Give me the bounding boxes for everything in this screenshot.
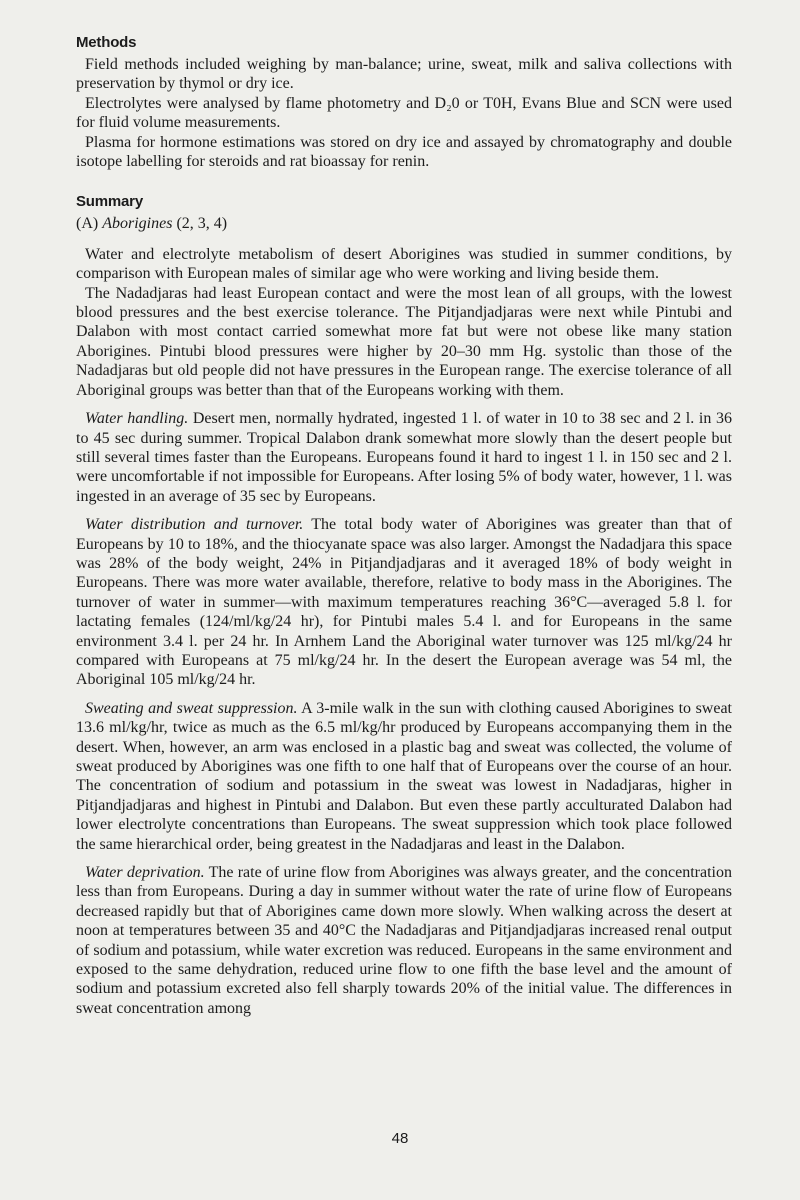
subsection-text: Desert men, normally hydrated, ingested 1 l. of water in 10 to 38 sec and 2 l. in 36 to 45 sec during summer. Tropical Dalabon drank somewhat more slowly than the desert people but still several times faster than the Europeans. Europeans found it hard to ingest 1 l. in 150 sec and 2 l. were uncomfortable if not impossible for Europeans. After losing 5% of body water, however, 1 l. was ingested in an average of 35 sec by Europeans. — [76, 410, 732, 505]
subsection-text: A 3-mile walk in the sun with clothing caused Aborigines to sweat 13.6 ml/kg/hr, twice as much as the 6.5 ml/kg/hr produced by Europeans accompanying them in the desert. When, however, an arm was enclosed in a plastic bag and sweat was collected, the volume of sweat produced by Aborigines was one fifth to one half that of Europeans over the course of an hour. The concentration of sodium and potassium in the sweat was lowest in Nadadjaras, higher in Pitjandjadjaras and highest in Pintubi and Dalabon. But even these partly acculturated Dalabon had lower electrolyte concentrations than Europeans. The sweat suppression which took place followed the same hierarchical order, being greatest in the Nadadjaras and least in the Dalabon. — [76, 699, 732, 853]
subsection-title: Water deprivation. — [85, 864, 205, 882]
subsection-title: Water handling. — [85, 410, 189, 428]
section-label-title: Aborigines — [102, 215, 173, 233]
section-label-refs: (2, 3, 4) — [172, 215, 228, 233]
subsection-water-distribution — [76, 515, 732, 690]
section-label-aborigines — [76, 214, 732, 233]
section-label-prefix: (A) — [76, 215, 103, 233]
subsection-sweating — [76, 699, 732, 854]
methods-paragraph-1: Field methods included weighing by man-balance; urine, sweat, milk and saliva collections with preservation by thymol or dry ice. — [76, 56, 732, 93]
subsection-water-deprivation — [76, 863, 732, 1018]
summary-heading: Summary — [76, 193, 143, 211]
page-number: 48 — [391, 1130, 409, 1147]
methods-heading: Methods — [76, 34, 137, 51]
subsection-text: The total body water of Aborigines was greater than that of Europeans by 10 to 18%, and the thiocyanate space was also larger. Amongst the Nadadjara this space was 28% of the body weight, 24% in Pitjandjadjaras and it averaged 18% of body weight in Europeans. There was more water available, therefore, relative to body mass in the Aborigines. The turnover of water in summer—with maximum temperatures reaching 36°C—averaged 5.8 l. for lactating females (124/ml/kg/24 hr), for Pintubi males 5.4 l. and for Europeans in the same environment 3.4 l. per 24 hr. In Arnhem Land the Aboriginal water turnover was 125 ml/kg/24 hr compared with Europeans at 75 ml/kg/24 hr. In the desert the European average was 54 ml, the Aboriginal 105 ml/kg/24 hr. — [76, 516, 733, 689]
methods-paragraph-3: Plasma for hormone estimations was stored on dry ice and assayed by chromatography and double isotope labelling for steroids and rat bioassay for renin. — [76, 133, 732, 171]
subsection-water-handling — [76, 409, 732, 506]
subsection-text: The rate of urine flow from Aborigines was always greater, and the concentration less than from Europeans. During a day in summer without water the rate of urine flow of Europeans decreased rapidly but that of Aborigines came down more slowly. When walking across the desert at noon at temperatures between 35 and 40°C the Nadadjaras and Pitjandjadjaras increased renal output of sodium and potassium, while water excretion was reduced. Europeans in the same environment and exposed to the same dehydration, reduced urine flow to one fifth the base level and the amount of sodium and potassium excreted also fell sharply towards 20% of the initial value. The differences in sweat concentration among — [76, 864, 732, 1017]
methods-paragraph-2: Electrolytes were analysed by flame photometry and D₂0 or T0H, Evans Blue and SCN were used for fluid volume measurements. — [76, 94, 732, 132]
subsection-title: Sweating and sweat suppression. — [85, 699, 298, 717]
summary-intro-paragraph-1: Water and electrolyte metabolism of desert Aborigines was studied in summer conditions, by comparison with European males of similar age who were working and living beside them. — [76, 245, 732, 283]
subsection-title: Water distribution and turnover. — [85, 516, 304, 534]
summary-intro-paragraph-2: The Nadadjaras had least European contact and were the most lean of all groups, with the lowest blood pressures and the best exercise tolerance. The Pitjandjadjaras were next while Pintubi and Dalabon with most contact carried somewhat more fat but were not obese like many station Aborigines. Pintubi blood pressures were higher by 20–30 mm Hg. systolic than those of the Nadadjaras but old people did not have pressures in the European range. The exercise tolerance of all Aboriginal groups was better than that of the Europeans working with them. — [76, 284, 732, 399]
